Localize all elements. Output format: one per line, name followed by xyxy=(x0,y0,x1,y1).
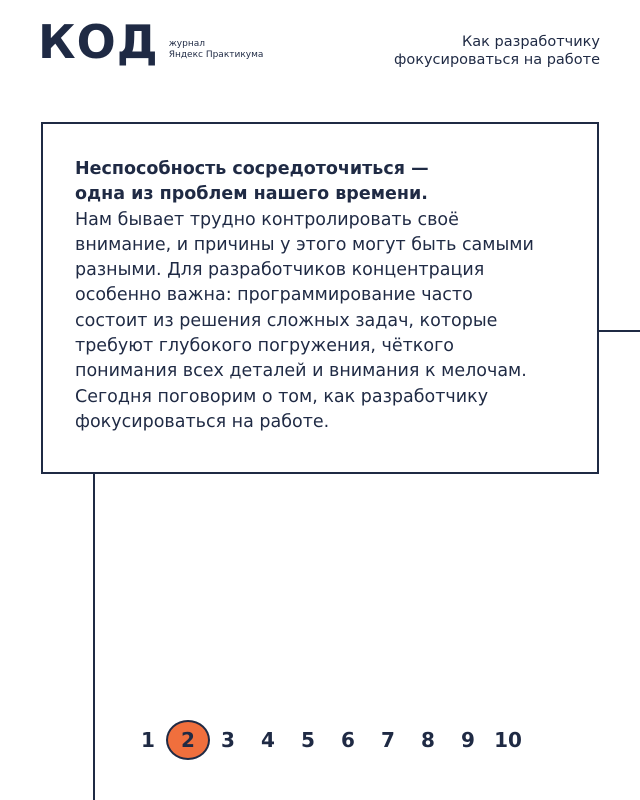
card-text xyxy=(75,157,575,435)
logo-subtitle-line1: журнал xyxy=(168,39,205,49)
page-2-current[interactable] xyxy=(166,720,210,760)
page-10[interactable]: 10 xyxy=(494,728,522,752)
card-body-line: состоит из решения сложных задач, которые xyxy=(75,310,498,331)
card-lead-line: Неспособность сосредоточиться — xyxy=(75,159,429,179)
card-body xyxy=(75,208,575,436)
decorative-line-right xyxy=(598,330,640,332)
page-4[interactable]: 4 xyxy=(261,728,275,752)
logo-mark: КОД xyxy=(38,15,159,69)
page-5[interactable]: 5 xyxy=(301,728,315,752)
card-body-line: особенно важна: программирование часто xyxy=(75,285,473,306)
pagination xyxy=(128,720,528,760)
card-body-line: Нам бывает трудно контролировать своё xyxy=(75,209,459,230)
header-title-line1: Как разработчику xyxy=(461,34,600,50)
logo-subtitle xyxy=(169,39,264,64)
page-3[interactable]: 3 xyxy=(221,728,235,752)
card-body-line: внимание, и причины у этого могут быть самыми xyxy=(75,234,534,255)
header-title xyxy=(340,33,600,69)
card-body-line: фокусироваться на работе. xyxy=(75,411,330,432)
page-2-label: 2 xyxy=(181,728,195,752)
card-body-line: разными. Для разработчиков концентрация xyxy=(75,260,485,281)
header-title-line2: фокусироваться на работе xyxy=(393,52,600,68)
card-lead-line: одна из проблем нашего времени. xyxy=(75,184,428,205)
logo-subtitle-line2: Яндекс Практикума xyxy=(168,50,264,60)
card-lead xyxy=(75,157,575,208)
logo xyxy=(38,15,264,69)
page-1[interactable]: 1 xyxy=(141,728,155,752)
page-9[interactable]: 9 xyxy=(461,728,475,752)
page-7[interactable]: 7 xyxy=(381,728,395,752)
content-card xyxy=(41,122,599,474)
decorative-line-vertical xyxy=(93,472,95,800)
card-body-line: требуют глубокого погружения, чёткого xyxy=(75,336,454,357)
card-body-line: Сегодня поговорим о том, как разработчику xyxy=(75,386,489,407)
card-body-line: понимания всех деталей и внимания к мелочам. xyxy=(75,361,527,382)
page-6[interactable]: 6 xyxy=(341,728,355,752)
page-8[interactable]: 8 xyxy=(421,728,435,752)
